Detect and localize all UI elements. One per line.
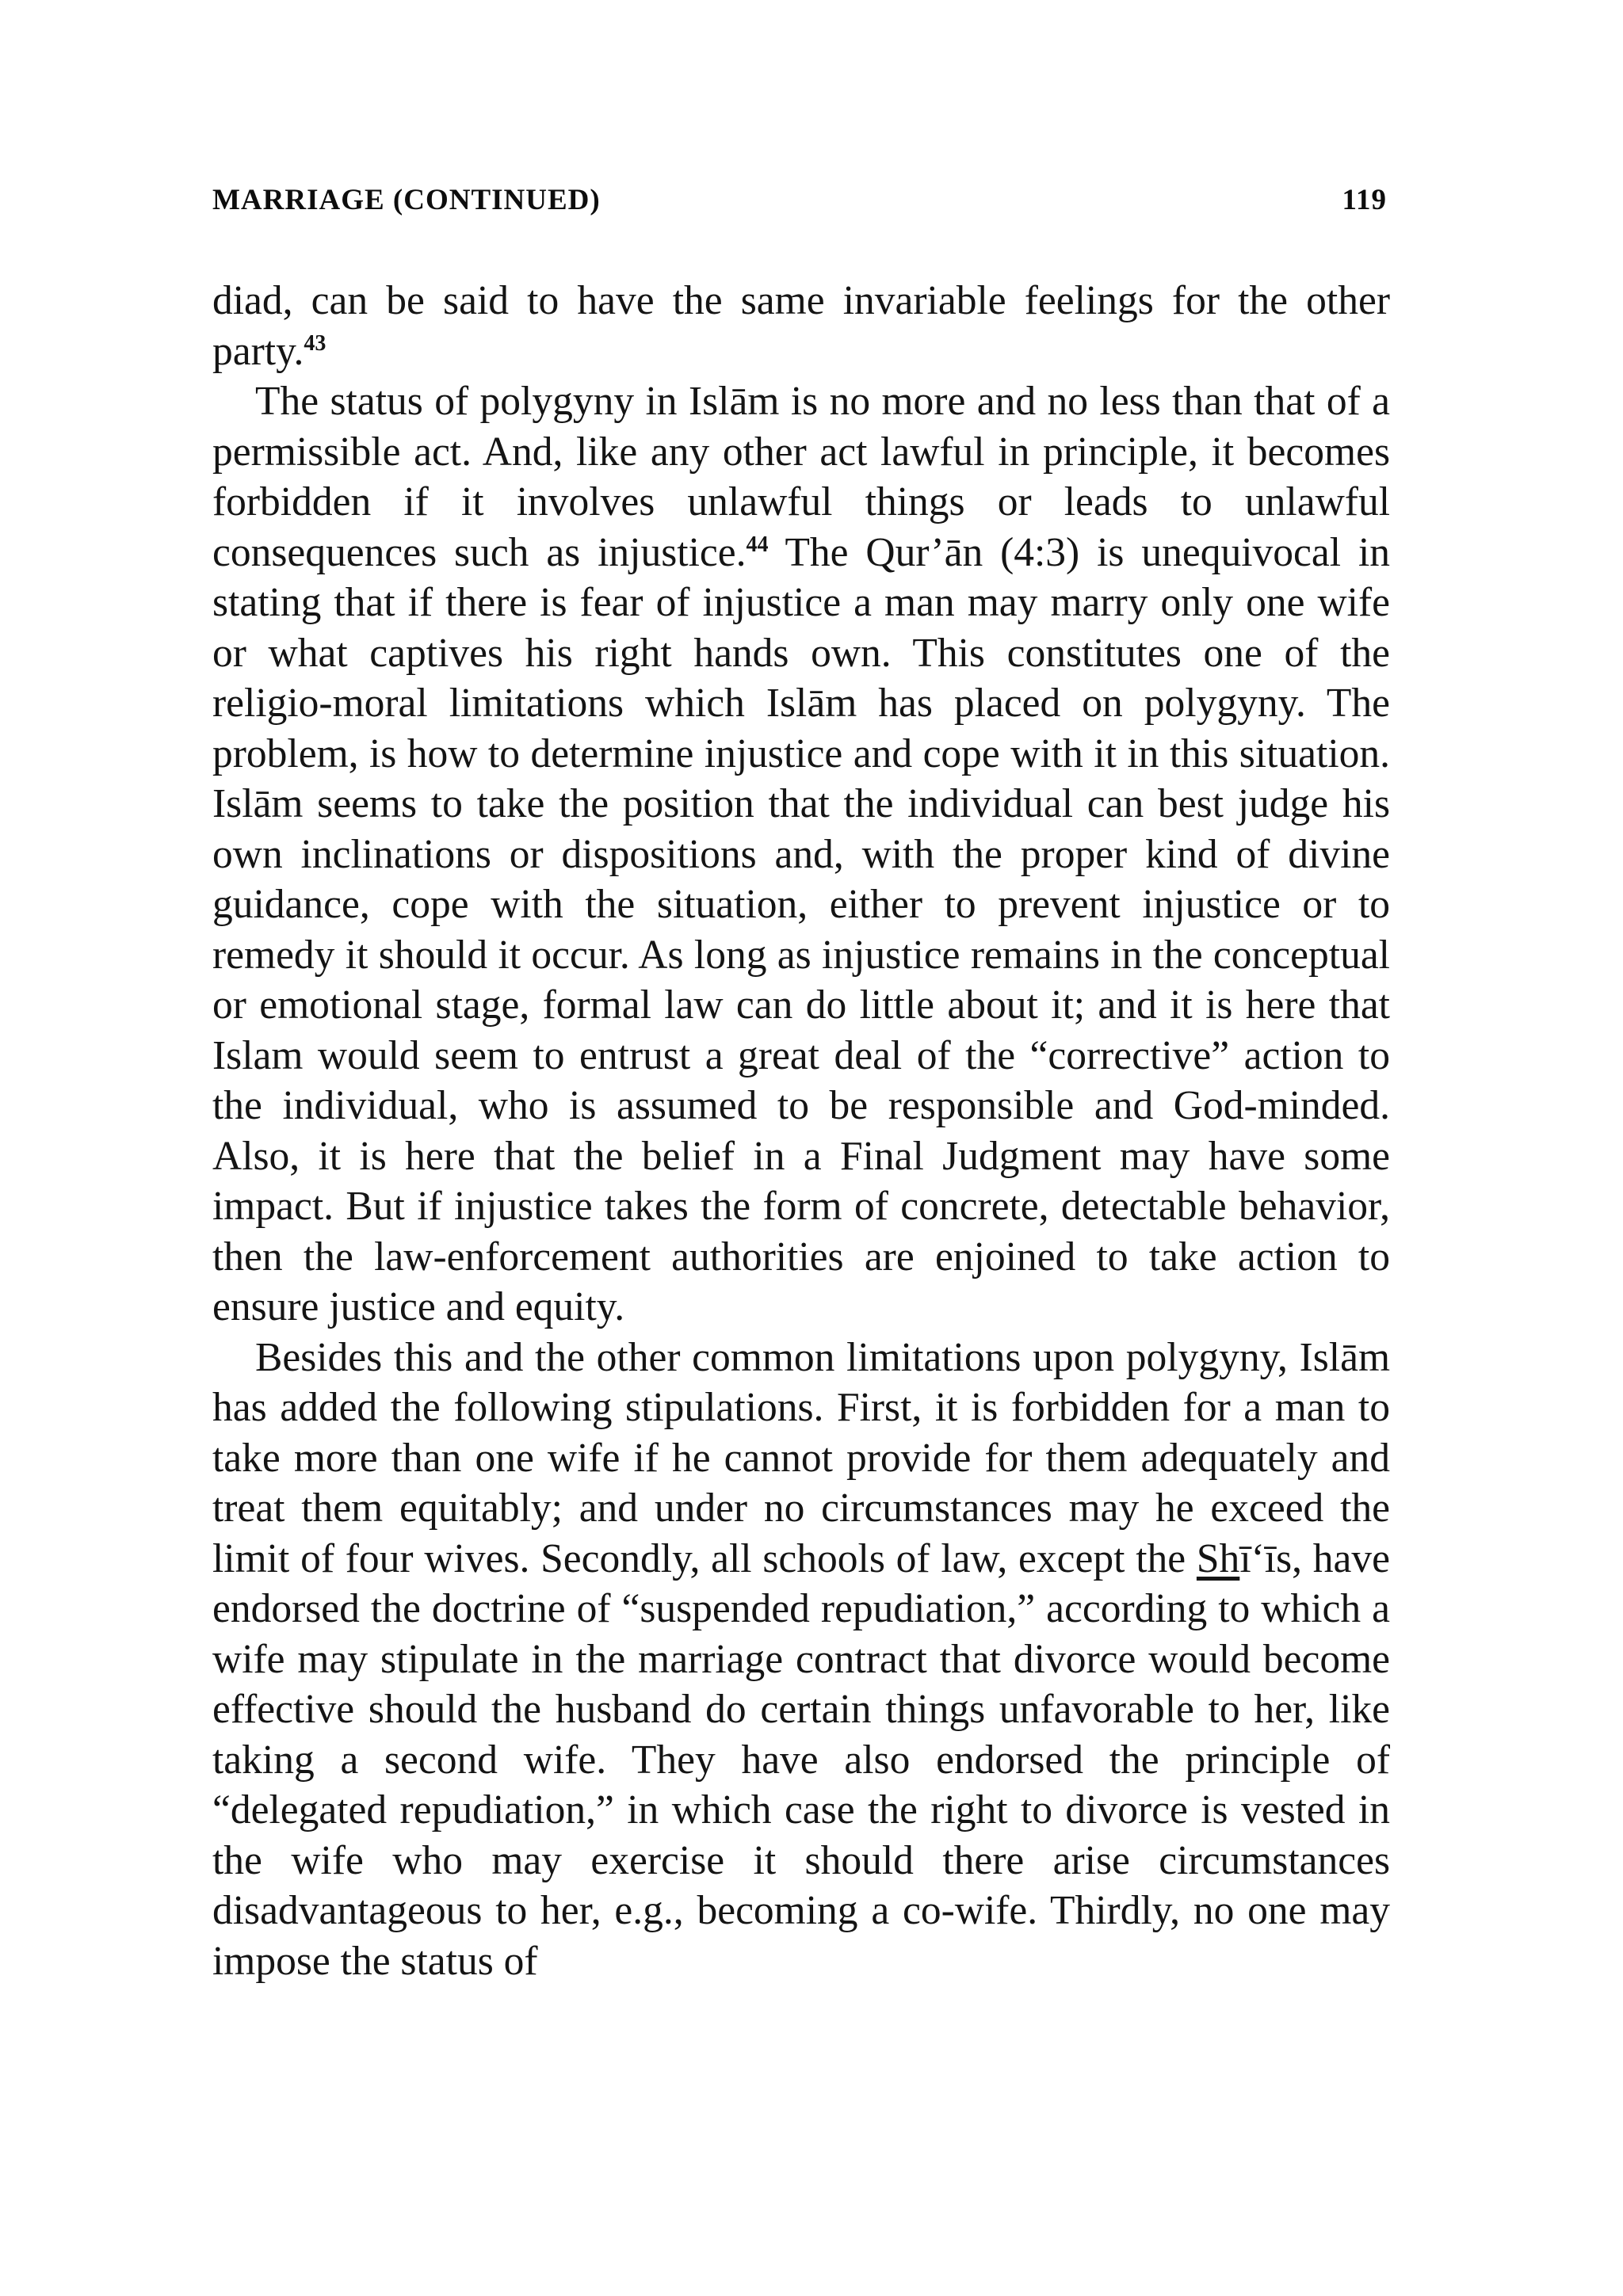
page-number: 119: [1342, 183, 1387, 216]
text-segment: Besides this and the other common limitations upon polygyny, Islām has added the following stipulations. First, it is forbidden for a man to take more than one wife if he cannot provide for them adequately and treat them equitably; and under no circumstances may he exceed the limit of four wives. Secondly, all schools of law, except the: [212, 1334, 1390, 1581]
running-head: [212, 177, 1387, 222]
paragraph-continuation: [212, 276, 1390, 376]
text-segment: The Qur’ān (4:3) is unequivocal in stating that if there is fear of injustice a man may marry only one wife or what captives his right hands own. This constitutes one of the religio-moral limitations which Islām has placed on polygyny. The problem, is how to determine injustice and cope with it in this situation. Islām seems to take the position that the individual can best judge his own inclinations or dispositions and, with the proper kind of divine guidance, cope with the situation, either to prevent injustice or to remedy it should it occur. As long as injustice remains in the conceptual or emotional stage, formal law can do little about it; and it is here that Islam would seem to entrust a great deal of the “corrective” action to the individual, who is assumed to be responsible and God-minded. Also, it is here that the belief in a Final Judgment may have some impact. But if injustice takes the form of concrete, detectable behavior, then the law-enforcement authorities are enjoined to take action to ensure justice and equity.: [212, 529, 1391, 1329]
text-segment: ī‘īs, have endorsed the doctrine of “suspended repudiation,” according to which a wife may stipulate in the marriage contract that divorce would become effective should the husband do certain things unfavorable to her, like taking a second wife. They have also endorsed the principle of “delegated repudiation,” in which case the right to divorce is vested in the wife who may exercise it should there arise circumstances disadvantageous to her, e.g., becoming a co-wife. Thirdly, no one may impose the status of: [212, 1535, 1390, 1984]
text-segment: diad, can be said to have the same invariable feelings for the other party.: [212, 278, 1390, 374]
footnote-marker-44: 44: [746, 532, 769, 557]
paragraph-polygyny-status: [212, 376, 1390, 1333]
footnote-marker-43: 43: [304, 330, 327, 356]
running-title: MARRIAGE (CONTINUED): [212, 183, 601, 216]
paragraph-stipulations: [212, 1333, 1390, 1987]
text-segment: The status of polygyny in Islām is no more and no less than that of a permissible act. And, like any other act lawful in principle, it becomes forbidden if it involves unlawful things or leads to unlawful consequences such as injustice.: [212, 379, 1390, 575]
body-text: [212, 276, 1390, 1986]
underlined-transliteration: Sh: [1196, 1535, 1240, 1581]
